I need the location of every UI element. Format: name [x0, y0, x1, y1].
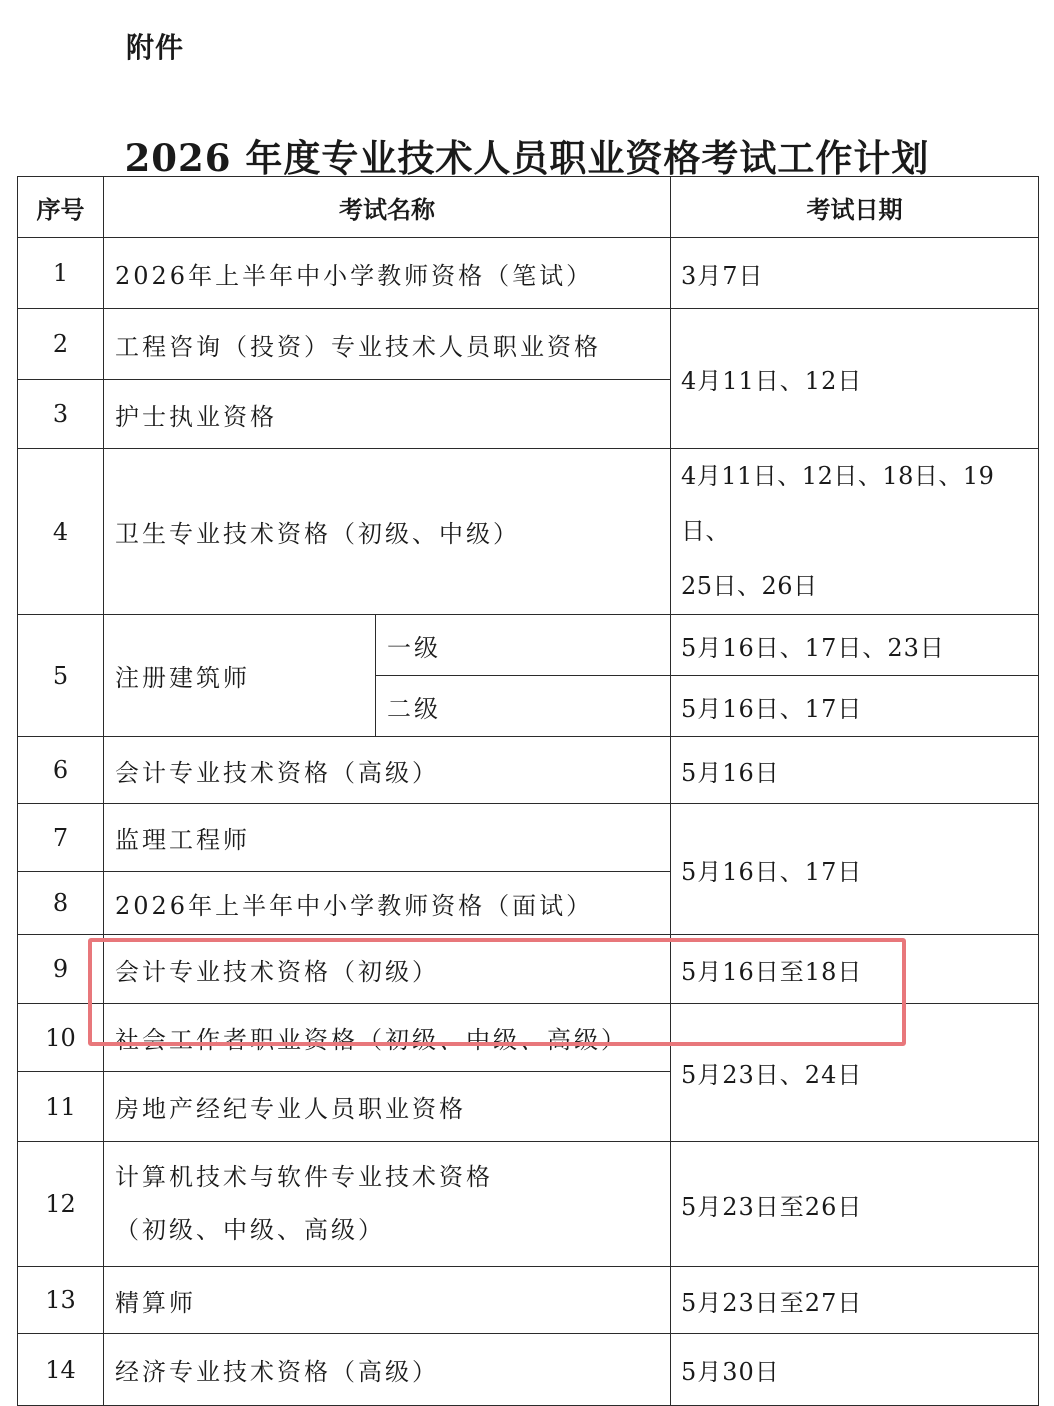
exam-name: [104, 1142, 671, 1267]
exam-level: 一级: [376, 615, 671, 676]
attachment-label: 附件: [126, 31, 185, 64]
row-no: 2: [18, 309, 104, 380]
row-no: 3: [18, 380, 104, 449]
exam-name: 卫生专业技术资格（初级、中级）: [104, 449, 671, 615]
row-no: 11: [18, 1072, 104, 1142]
exam-level: 二级: [376, 676, 671, 737]
exam-name: 2026年上半年中小学教师资格（笔试）: [104, 238, 671, 309]
exam-name: 经济专业技术资格（高级）: [104, 1334, 671, 1406]
exam-name: 房地产经纪专业人员职业资格: [104, 1072, 671, 1142]
exam-name-line: 计算机技术与软件专业技术资格: [115, 1163, 493, 1191]
exam-date: 4月11日、12日: [671, 309, 1039, 449]
page-title: 2026 年度专业技术人员职业资格考试工作计划: [124, 136, 930, 180]
exam-date: 5月16日、17日、23日: [671, 615, 1039, 676]
exam-name: 社会工作者职业资格（初级、中级、高级）: [104, 1004, 671, 1072]
exam-name: 2026年上半年中小学教师资格（面试）: [104, 872, 671, 935]
row-no: 13: [18, 1267, 104, 1334]
header-date: 考试日期: [671, 177, 1039, 238]
exam-date: 5月30日: [671, 1334, 1039, 1406]
exam-date: 5月23日、24日: [671, 1004, 1039, 1142]
exam-date: [671, 449, 1039, 615]
exam-date: 5月16日: [671, 737, 1039, 804]
exam-name-line: （初级、中级、高级）: [115, 1216, 385, 1244]
table-row: [18, 449, 1039, 615]
table-row: [18, 804, 1039, 872]
table-row: [18, 309, 1039, 380]
table-row: [18, 1004, 1039, 1072]
exam-date: 5月16日至18日: [671, 935, 1039, 1004]
exam-schedule-table: [17, 176, 1039, 1406]
row-no: 10: [18, 1004, 104, 1072]
exam-date: 5月16日、17日: [671, 804, 1039, 935]
header-name: 考试名称: [104, 177, 671, 238]
exam-date: 5月23日至27日: [671, 1267, 1039, 1334]
row-no: 6: [18, 737, 104, 804]
row-no: 4: [18, 449, 104, 615]
table-row: [18, 615, 1039, 676]
table-row: [18, 1142, 1039, 1267]
row-no: 12: [18, 1142, 104, 1267]
row-no: 9: [18, 935, 104, 1004]
table-row: [18, 935, 1039, 1004]
table-header-row: [18, 177, 1039, 238]
table-row: [18, 238, 1039, 309]
row-no: 14: [18, 1334, 104, 1406]
exam-name: 监理工程师: [104, 804, 671, 872]
exam-date-line: 25日、26日: [681, 572, 818, 600]
exam-date: 3月7日: [671, 238, 1039, 309]
exam-name: 注册建筑师: [104, 615, 376, 737]
row-no: 5: [18, 615, 104, 737]
row-no: 1: [18, 238, 104, 309]
table-row: [18, 737, 1039, 804]
exam-name: 护士执业资格: [104, 380, 671, 449]
table-row: [18, 1334, 1039, 1406]
exam-date: 5月16日、17日: [671, 676, 1039, 737]
row-no: 8: [18, 872, 104, 935]
exam-date-line: 4月11日、12日、18日、19日、: [681, 462, 995, 545]
exam-name: 会计专业技术资格（高级）: [104, 737, 671, 804]
table-row: [18, 1267, 1039, 1334]
exam-name: 会计专业技术资格（初级）: [104, 935, 671, 1004]
row-no: 7: [18, 804, 104, 872]
exam-name: 工程咨询（投资）专业技术人员职业资格: [104, 309, 671, 380]
exam-name: 精算师: [104, 1267, 671, 1334]
exam-date: 5月23日至26日: [671, 1142, 1039, 1267]
header-no: 序号: [18, 177, 104, 238]
